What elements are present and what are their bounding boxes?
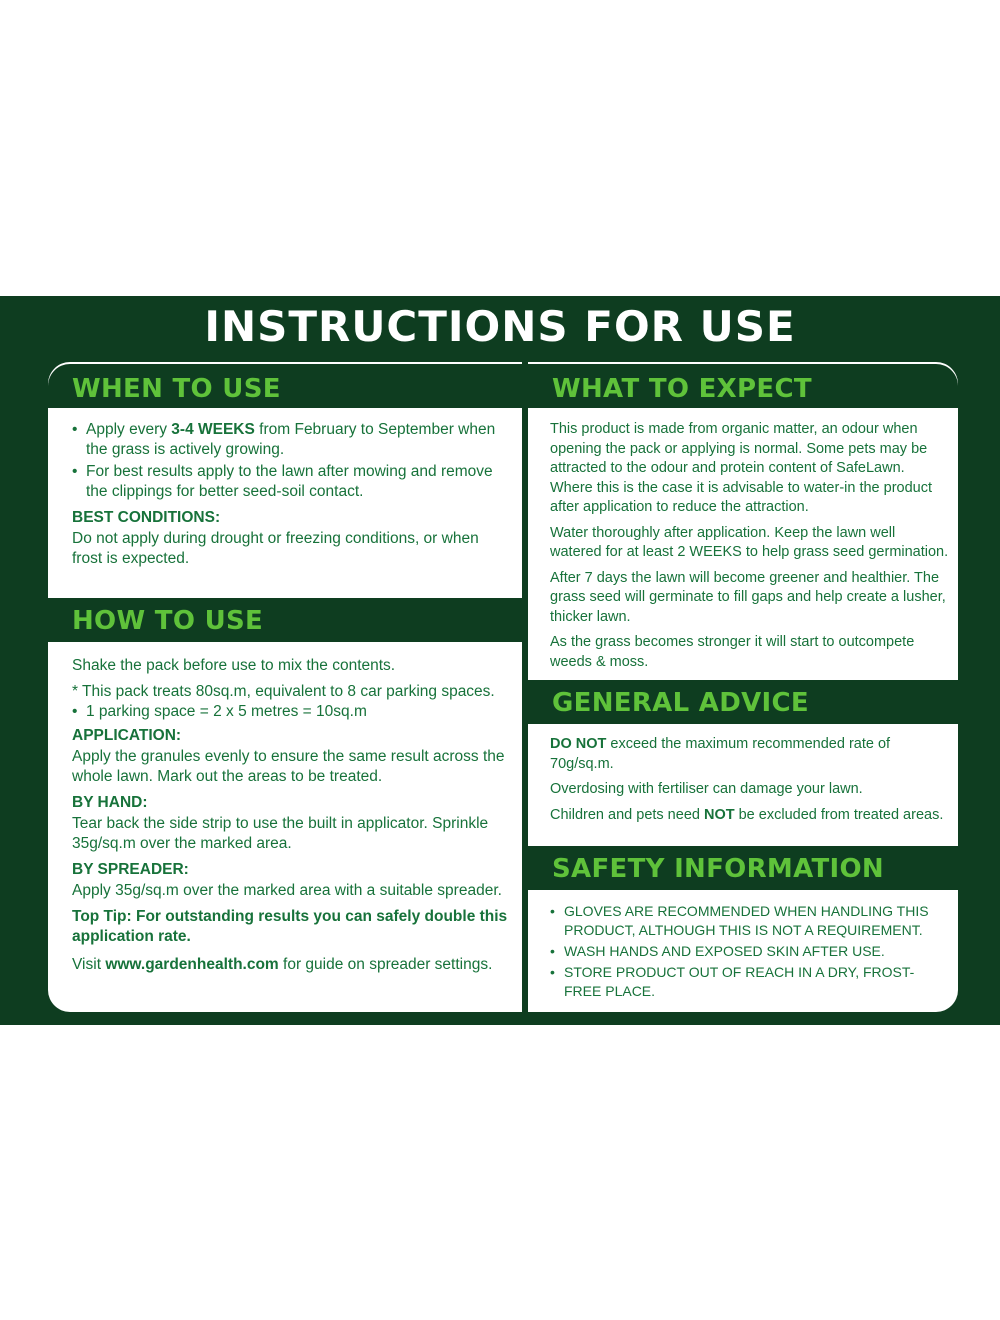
- safety-information-heading: SAFETY INFORMATION: [528, 846, 958, 890]
- when-to-use-body: [72, 420, 512, 575]
- by-hand-label: BY HAND:: [72, 794, 148, 811]
- by-spreader-label: BY SPREADER:: [72, 861, 189, 878]
- when-bullet-1: • Apply every 3-4 WEEKS from February to September when the grass is actively growing.: [72, 420, 512, 460]
- advice-p1: DO NOT exceed the maximum recommended rate of 70g/sq.m.: [550, 736, 891, 772]
- application-text: Apply the granules evenly to ensure the same result across the whole lawn. Mark out the areas to be treated.: [72, 748, 505, 785]
- expect-p1: This product is made from organic matter, an odour when opening the pack or applying is normal. Some pets may be attracted to the odour and protein content of SafeLawn. Where this is the case it is advisable to water-in the product after application to reduce the attraction.: [550, 421, 933, 515]
- when-bullet-2: • For best results apply to the lawn after mowing and remove the clippings for better seed-soil contact.: [72, 462, 512, 502]
- application-label: APPLICATION:: [72, 727, 182, 744]
- expect-p2: Water thoroughly after application. Keep the lawn well watered for at least 2 WEEKS to help grass seed germination.: [550, 524, 949, 560]
- advice-p3: Children and pets need NOT be excluded from treated areas.: [550, 806, 944, 823]
- by-spreader-text: Apply 35g/sq.m over the marked area with a suitable spreader.: [72, 882, 502, 899]
- safety-information-body: [550, 902, 950, 1007]
- top-tip: Top Tip: For outstanding results you can safely double this application rate.: [72, 908, 508, 945]
- safety-item: • WASH HANDS AND EXPOSED SKIN AFTER USE.: [550, 942, 950, 961]
- what-to-expect-heading: WHAT TO EXPECT: [528, 364, 958, 408]
- when-to-use-heading: WHEN TO USE: [48, 364, 522, 408]
- by-hand-text: Tear back the side strip to use the built in applicator. Sprinkle 35g/sq.m over the marked area.: [72, 815, 489, 852]
- safety-item: • STORE PRODUCT OUT OF REACH IN A DRY, FROST-FREE PLACE.: [550, 963, 950, 1001]
- best-conditions-label: BEST CONDITIONS:: [72, 509, 221, 526]
- visit-text: Visit www.gardenhealth.com for guide on spreader settings.: [72, 956, 493, 973]
- how-note-2: • 1 parking space = 2 x 5 metres = 10sq.m: [72, 702, 512, 722]
- how-to-use-body: [72, 656, 512, 981]
- how-intro: Shake the pack before use to mix the contents.: [72, 657, 396, 674]
- expect-p3: After 7 days the lawn will become greener and healthier. The grass seed will germinate to fill gaps and help create a lusher, thicker lawn.: [550, 569, 946, 625]
- how-note-1: * This pack treats 80sq.m, equivalent to 8 car parking spaces.: [72, 683, 495, 700]
- best-conditions-text: Do not apply during drought or freezing conditions, or when frost is expected.: [72, 530, 479, 567]
- general-advice-heading: GENERAL ADVICE: [528, 680, 958, 724]
- expect-p4: As the grass becomes stronger it will start to outcompete weeds & moss.: [550, 634, 915, 670]
- what-to-expect-body: [550, 420, 950, 678]
- safety-item: • GLOVES ARE RECOMMENDED WHEN HANDLING THIS PRODUCT, ALTHOUGH THIS IS NOT A REQUIREMENT.: [550, 902, 950, 940]
- advice-p2: Overdosing with fertiliser can damage your lawn.: [550, 781, 863, 797]
- page-title: INSTRUCTIONS FOR USE: [204, 302, 796, 351]
- general-advice-body: [550, 735, 950, 831]
- how-to-use-heading: HOW TO USE: [48, 598, 522, 642]
- website-link[interactable]: www.gardenhealth.com: [105, 956, 279, 973]
